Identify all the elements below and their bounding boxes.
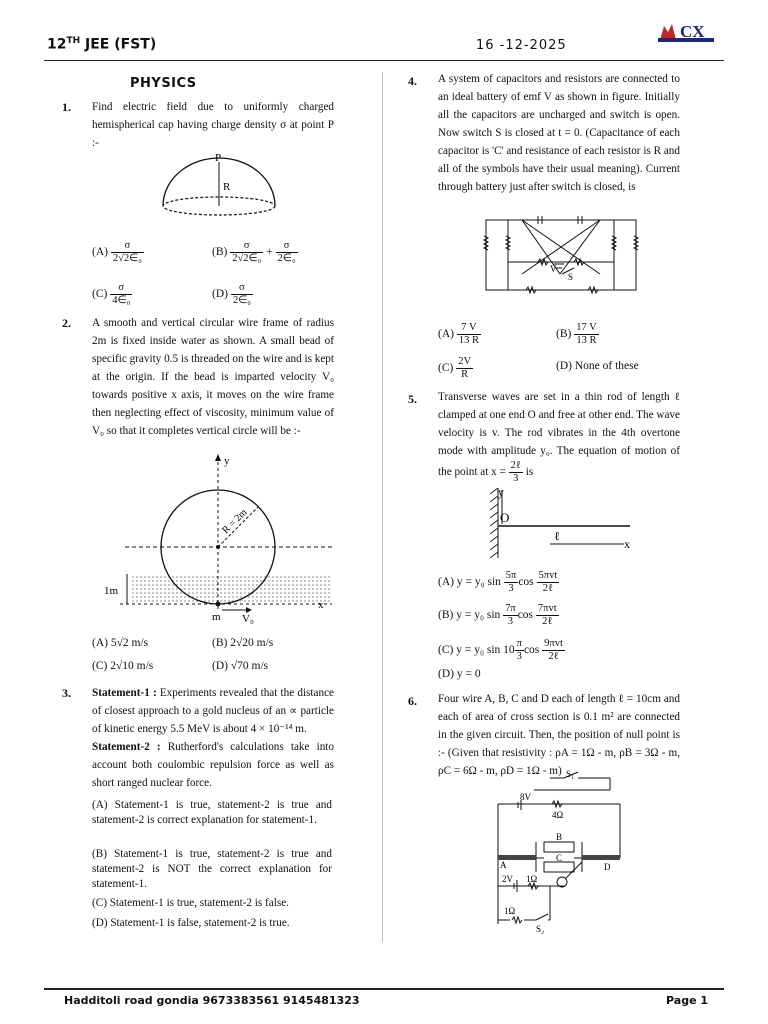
q5-option-b[interactable]: (B) y = y₀ sin $\frac{7\pi}{3}$ cos $\frac{\text{7πvt}}{\text{2ℓ}}$ — [438, 603, 557, 627]
q4-text: A system of capacitors and resistors are connected to an ideal battery of emf V as shown in figure. Initially all the capacitors are uncharged and switch is open. Now switch S is closed at t = 0. (Capacitance of each capacitor is 'C' and resistance of each resistor is R and all of the symbols have their usual meaning). Current through battery just after switch is closed, is — [438, 73, 680, 193]
svg-text:R = 2m: R = 2m — [220, 507, 250, 537]
svg-text:S₁: S₁ — [566, 770, 575, 779]
column-divider — [382, 72, 383, 942]
q3-option-b[interactable]: (B) Statement-1 is true, statement-2 is true and statement-2 is NOT the correct explanation for statement-1. — [92, 848, 332, 890]
q4-circuit-figure — [478, 214, 648, 314]
section-title: PHYSICS — [130, 76, 197, 91]
header-title: 12TH JEE (FST) — [47, 36, 157, 53]
q6-number: 6. — [408, 694, 417, 708]
q5-option-c[interactable]: (C) y = y₀ sin 10 $\frac{\pi}{3}$ cos $\frac{\text{9πvt}}{\text{2ℓ}}$ — [438, 638, 563, 662]
svg-text:1m: 1m — [104, 585, 119, 597]
q3-statement-2 — [92, 738, 334, 792]
q2-text: A smooth and vertical circular wire frame of radius 2m is fixed inside water as shown. A small bead of specific gravity 0.5 is threaded on the wire and is kept at the origin. If the bead is imparted velocity V₀ towards positive x axis, it moves on the wire frame then neglecting effect of viscosity, minimum value of V₀ so that it completes vertical circle will be :- — [92, 317, 335, 437]
q1-option-b[interactable]: (B) $\frac{\sigma}{\text{2√2∈₀}}$ + $\frac{\sigma}{\text{2∈₀}}$ — [212, 240, 296, 264]
svg-text:R: R — [223, 181, 231, 193]
svg-text:4Ω: 4Ω — [552, 810, 564, 820]
q3-statement-1 — [92, 684, 334, 738]
svg-text:C: C — [556, 853, 563, 863]
svg-text:CX: CX — [680, 22, 705, 41]
svg-text:O: O — [500, 510, 510, 525]
q1-number: 1. — [62, 100, 71, 114]
q4-option-b[interactable]: (B) $\frac{17 V}{13 R}$ — [556, 322, 597, 346]
svg-text:y: y — [224, 455, 230, 467]
institute-logo — [656, 18, 716, 49]
q5-option-d[interactable]: (D) y = 0 — [438, 668, 481, 680]
q5-rod-figure — [484, 484, 644, 564]
q4-option-a[interactable]: (A) $\frac{7 V}{13 R}$ — [438, 322, 479, 346]
svg-text:S₂: S₂ — [536, 924, 545, 934]
svg-text:1Ω: 1Ω — [504, 906, 516, 916]
q4-number: 4. — [408, 74, 417, 88]
svg-text:y: y — [498, 485, 504, 499]
svg-text:2V: 2V — [502, 874, 513, 884]
q3-s1-text: Experiments revealed that the distance of closest approach to a gold nucleus of an ∝ particle of kinetic energy 5.5 MeV is about 4 × 10⁻¹⁴ m. — [92, 687, 335, 735]
svg-text:D: D — [604, 862, 611, 872]
page-number: Page 1 — [666, 994, 709, 1007]
header-rule — [44, 60, 724, 61]
q3-option-a[interactable]: (A) Statement-1 is true, statement-2 is true and statement-2 is correct explanation for statement-1. — [92, 799, 332, 826]
q1-text: Find electric field due to uniformly charged hemispherical cap having charge density σ at point P :- — [92, 101, 334, 149]
q1-option-d[interactable]: (D) $\frac{\sigma}{\text{2∈₀}}$ — [212, 282, 251, 306]
q6-circuit-figure — [490, 770, 630, 940]
svg-text:V: V — [550, 264, 557, 274]
svg-text:B: B — [556, 832, 563, 842]
svg-text:m: m — [212, 611, 221, 623]
q3-s2-label: Statement-2 : — [92, 741, 161, 753]
header-date: 16 -12-2025 — [476, 38, 567, 53]
svg-text:P: P — [215, 152, 222, 164]
footer-rule — [44, 988, 724, 990]
svg-text:x: x — [624, 537, 630, 551]
q5-option-a[interactable]: (A) y = y₀ sin $\frac{5\pi}{3}$ cos $\frac{\text{5πvt}}{\text{2ℓ}}$ — [438, 570, 558, 594]
q2-option-a[interactable]: (A) 5√2 m/s — [92, 637, 149, 649]
svg-text:x: x — [318, 599, 324, 611]
q4-option-c[interactable]: (C) $\frac{2V}{R}$ — [438, 356, 472, 380]
q2-option-d[interactable]: (D) √70 m/s — [212, 660, 269, 672]
q5-text: Transverse waves are set in a thin rod of length ℓ clamped at one end O and free at other end. The wave velocity is v. The rod vibrates in the 4th overtone mode with amplitude y₀. The equation of motion of the point at x = $\frac{\text{2ℓ}}{3}$ is — [438, 391, 680, 484]
q1-hemisphere-figure — [155, 150, 285, 220]
svg-text:8V: 8V — [520, 792, 531, 802]
q4-option-d[interactable]: (D) None of these — [556, 360, 639, 372]
q2-number: 2. — [62, 316, 71, 330]
q3-s2-text: Rutherford's calculations take into account both coulombic repulsion force as well as short ranged nuclear force. — [92, 741, 334, 789]
q3-s1-label: Statement-1 : — [92, 687, 157, 699]
q3-number: 3. — [62, 686, 71, 700]
q1-option-c[interactable]: (C) $\frac{\sigma}{\text{4∈₀}}$ — [92, 282, 131, 306]
q3-option-d[interactable]: (D) Statement-1 is false, statement-2 is true. — [92, 917, 290, 929]
q6-text: Four wire A, B, C and D each of length ℓ = 10cm and each of area of cross section is 0.1 m² are connected in the given circuit. Then, the position of null point is :- (Given that resistivity : ρA = 1Ω - m, ρB = 3Ω - m, ρC = 6Ω - m, ρD = 1Ω - m) — [438, 693, 680, 777]
q2-option-b[interactable]: (B) 2√20 m/s — [212, 637, 274, 649]
svg-text:V₀: V₀ — [242, 613, 254, 624]
q2-circle-figure — [100, 452, 340, 624]
svg-text:ℓ: ℓ — [554, 529, 560, 543]
svg-text:A: A — [500, 860, 507, 870]
svg-text:S: S — [568, 272, 574, 282]
footer-address: Hadditoli road gondia 9673383561 9145481323 — [64, 994, 360, 1007]
q3-option-c[interactable]: (C) Statement-1 is true, statement-2 is false. — [92, 897, 289, 909]
svg-text:1Ω: 1Ω — [526, 874, 538, 884]
q2-option-c[interactable]: (C) 2√10 m/s — [92, 660, 154, 672]
q1-option-a[interactable]: (A) $\frac{\sigma}{\text{2√2∈₀}}$ — [92, 240, 142, 264]
q5-number: 5. — [408, 392, 417, 406]
